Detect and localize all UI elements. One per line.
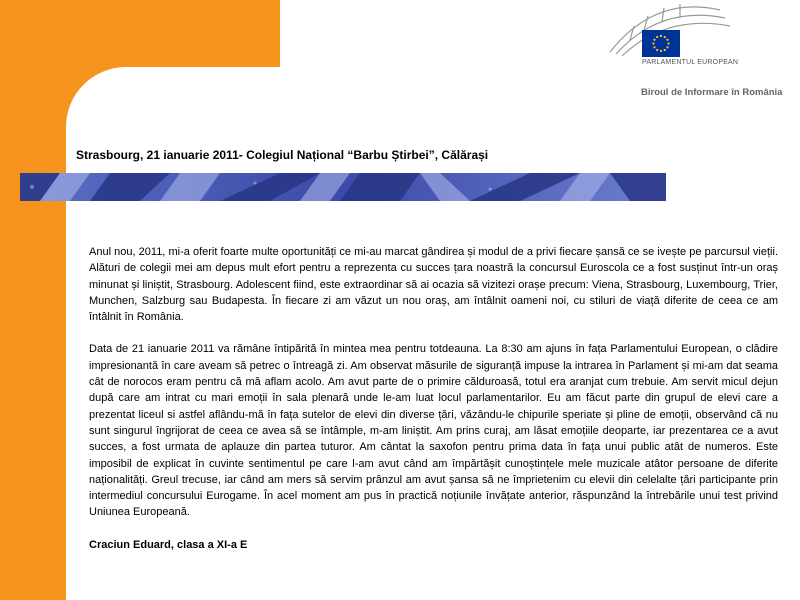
parliament-hemicycle-logo [600,0,800,60]
eu-flag-icon [642,30,680,57]
office-title: Biroul de Informare în România [641,87,783,98]
paragraph-2: Data de 21 ianuarie 2011 va rămâne întipărită în mintea mea pentru totdeauna. La 8:30 am ajuns în fața Parlamentului European, o clădire impresionantă în care aveam să petrec o întreagă zi. Am observat măsurile de siguranță impuse la intrarea în Parlament și mi-am dat seama cât de norocos eram pentru că mă aflam acolo. Am avut parte de o primire călduroasă, totul era aranjat cum trebuie. Am servit micul dejun după care am intrat cu mari emoții în sala plenară unde le-am luat locul parlamentarilor. Eu am făcut parte din grupul de elevi care a prezentat liceul si astfel aflându-mă în fața sutelor de elevi din diverse țări, văzându-le chipurile speriate și pline de emoții, observând că nu sunt singurul îngrijorat de ceea ce avea să se întâmple, m-am liniștit. Am prins curaj, am lăsat emoțiile deoparte, iar prezentarea ce a avut succes, a fost urmata de aplauze din partea tuturor. Am cântat la saxofon pentru prima data în fața unui public atât de numeros. Este imposibil de explicat în cuvinte sentimentul pe care l-am avut când am împărtășit cunoștințele mele muzicale atâtor persoane de diferite naționalități. Greul trecuse, iar când am mers să servim prânzul am avut șansa să ne împrietenim cu elevii din celelalte țări participante prin intermediul concursului Eurogame. În acel moment am pus în practică noțiunile învățate anterior, răspunzând la întrebările unui test privind Uniunea Europeană. [89,343,778,519]
paragraph-1: Anul nou, 2011, mi-a oferit foarte multe oportunități ce mi-au marcat gândirea și modul de a privi fiecare șansă ce se ivește pe parcursul vieții. Alături de colegii mei am depus mult efort pentru a reprezenta cu succes țara noastră la concursul Euroscola ce a fost susținut într-un oraș minunat și liniștit, Strasbourg. Adolescent fiind, este extraordinar să ai ocazia să vizitezi orașe precum: Viena, Strasbourg, Luxembourg, Trier, Munchen, Salzburg sau Budapesta. În fiecare zi am văzut un nou oraș, am întâlnit oameni noi, cu stiluri de viață diferite de ceea ce am întâlnit în România. [89,246,778,324]
document-title: Strasbourg, 21 ianuarie 2011- Colegiul Național “Barbu Știrbei”, Călărași [76,148,489,162]
decorative-banner [20,173,666,201]
parliament-logo-text: PARLAMENTUL EUROPEAN [642,59,739,66]
article-body [89,244,778,553]
signature: Craciun Eduard, clasa a XI-a E [89,538,248,551]
